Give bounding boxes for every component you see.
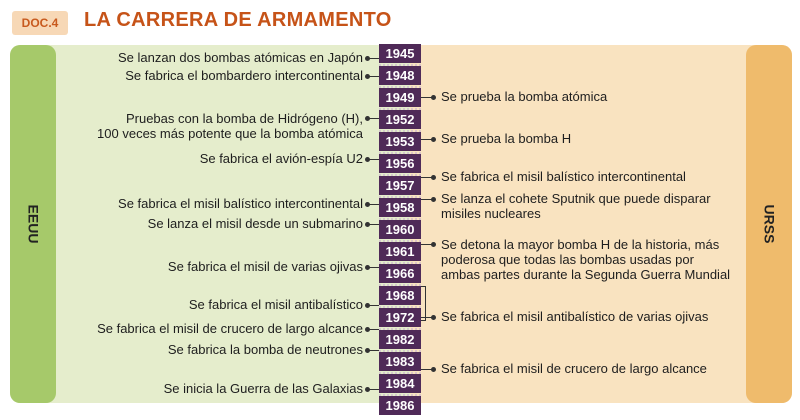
eeuu-event-1986: Se inicia la Guerra de las Galaxias (163, 381, 363, 396)
eeuu-connector (368, 224, 379, 225)
eeuu-event-1966: Se fabrica el misil de varias ojivas (167, 259, 363, 274)
urss-event-1957-sputnik-line2: misiles nucleares (441, 206, 541, 221)
urss-connector (421, 97, 433, 98)
year-badge: 1966 (379, 264, 421, 283)
urss-connector (421, 139, 433, 140)
urss-event-1961-line2: poderosa que todas las bombas usadas por (441, 252, 694, 267)
year-badge: 1960 (379, 220, 421, 239)
eeuu-side-tab (10, 45, 56, 403)
urss-event-1961-line1: Se detona la mayor bomba H de la historia, más (441, 237, 720, 252)
urss-bracket-1968-1972 (421, 286, 426, 321)
urss-connector (421, 244, 433, 245)
year-badge: 1957 (379, 176, 421, 195)
urss-event-1984: Se fabrica el misil de crucero de largo alcance (441, 361, 707, 376)
eeuu-event-1982: Se fabrica el misil de crucero de largo alcance (97, 321, 363, 336)
year-badge: 1968 (379, 286, 421, 305)
year-badge: 1952 (379, 110, 421, 129)
year-badge: 1945 (379, 44, 421, 63)
eeuu-connector (368, 159, 379, 160)
urss-connector (421, 199, 433, 200)
urss-event-1957-missile: Se fabrica el misil balístico intercontinental (441, 169, 686, 184)
doc-label-badge: DOC.4 (12, 11, 68, 35)
year-badge: 1949 (379, 88, 421, 107)
year-badge: 1961 (379, 242, 421, 261)
eeuu-event-1956: Se fabrica el avión-espía U2 (199, 151, 363, 166)
urss-connector (421, 177, 433, 178)
eeuu-connector (368, 267, 379, 268)
eeuu-connector (368, 305, 379, 306)
eeuu-connector (368, 329, 379, 330)
eeuu-label: EEUU (25, 204, 41, 244)
year-badge: 1982 (379, 330, 421, 349)
eeuu-event-1960: Se lanza el misil desde un submarino (147, 216, 363, 231)
eeuu-event-1952-line1: Pruebas con la bomba de Hidrógeno (H), (125, 111, 363, 126)
eeuu-event-1952-line2: 100 veces más potente que la bomba atómica (97, 126, 363, 141)
document-header (0, 0, 800, 44)
year-badge: 1958 (379, 198, 421, 217)
year-badge: 1983 (379, 352, 421, 371)
eeuu-connector (368, 118, 379, 119)
eeuu-connector (368, 58, 379, 59)
urss-event-1949: Se prueba la bomba atómica (441, 89, 608, 104)
year-badge: 1986 (379, 396, 421, 415)
year-badge: 1984 (379, 374, 421, 393)
eeuu-event-1948: Se fabrica el bombardero intercontinental (125, 68, 363, 83)
eeuu-event-1945: Se lanzan dos bombas atómicas en Japón (118, 50, 363, 65)
eeuu-event-1958: Se fabrica el misil balístico intercontinental (118, 196, 363, 211)
eeuu-connector (368, 389, 379, 390)
urss-event-1953: Se prueba la bomba H (441, 131, 572, 146)
eeuu-connector (368, 76, 379, 77)
year-badge: 1972 (379, 308, 421, 327)
eeuu-event-1972: Se fabrica el misil antibalístico (188, 297, 363, 312)
urss-event-1961-line3: ambas partes durante la Segunda Guerra Mundial (441, 267, 731, 282)
year-timeline (379, 44, 421, 413)
eeuu-event-1983: Se fabrica la bomba de neutrones (167, 342, 363, 357)
eeuu-connector (368, 350, 379, 351)
urss-event-1968-1972: Se fabrica el misil antibalístico de varias ojivas (441, 309, 709, 324)
document-title: LA CARRERA DE ARMAMENTO (84, 9, 392, 31)
year-badge: 1956 (379, 154, 421, 173)
urss-side-tab (746, 45, 792, 403)
eeuu-connector (368, 204, 379, 205)
urss-event-1957-sputnik-line1: Se lanza el cohete Sputnik que puede disparar (441, 191, 711, 206)
year-badge: 1948 (379, 66, 421, 85)
urss-label: URSS (761, 204, 777, 244)
urss-connector (421, 317, 433, 318)
year-badge: 1953 (379, 132, 421, 151)
urss-connector (421, 369, 433, 370)
